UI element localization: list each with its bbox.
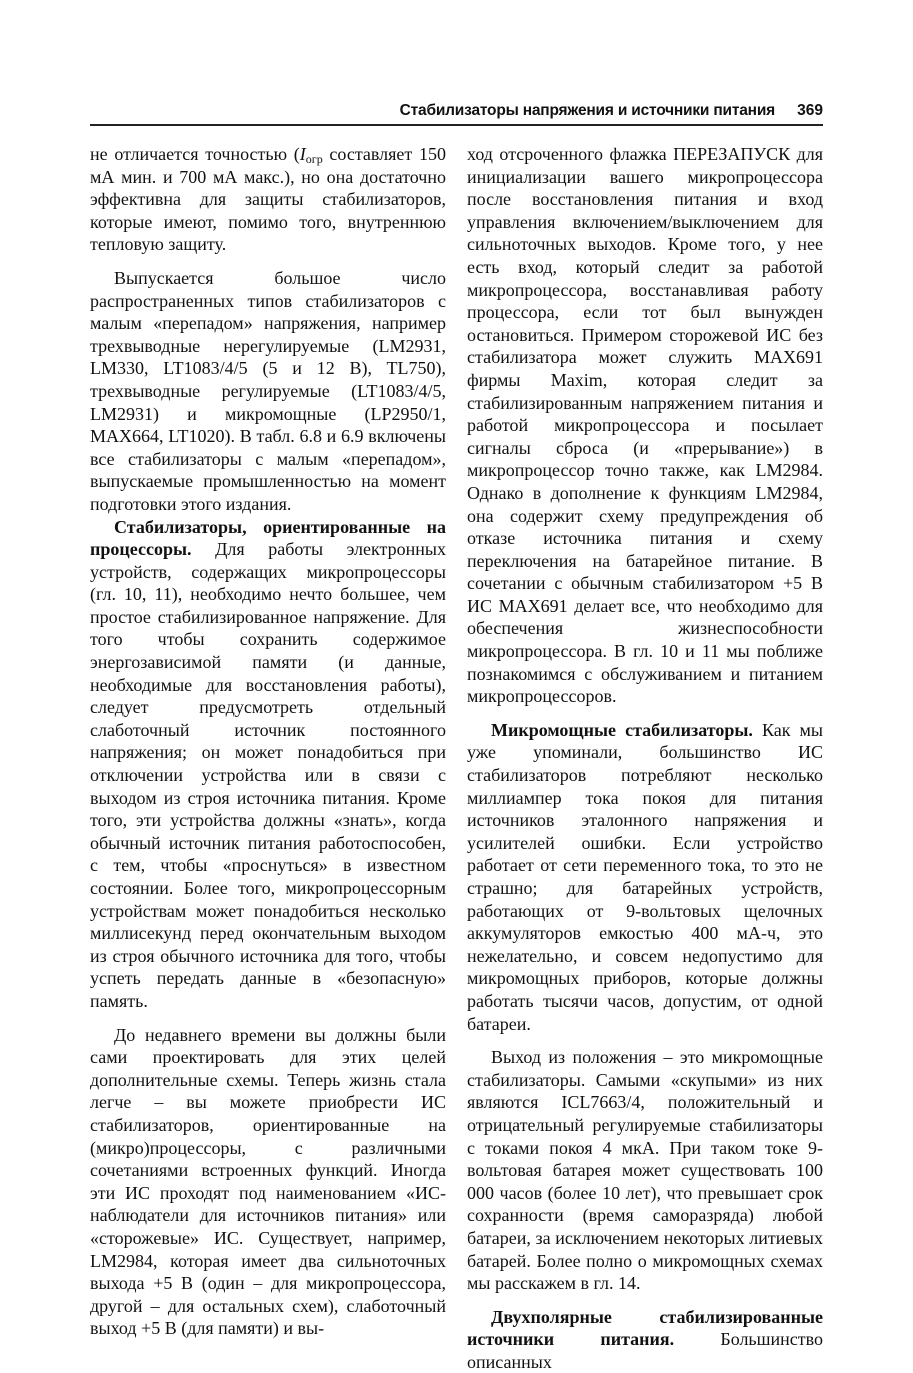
paragraph: ход отсроченного флажка ПЕРЕЗАПУСК для инициализации вашего микропроцессора после восстановления питания и вход управления включением/выключением для сильноточных выходов. Кроме того, у нее есть вход, который следит за работой микропроцессора, восстанавливая работу процессора, если тот был вынужден остановиться. Примером сторожевой ИС без стабилизатора может служить MAX691 фирмы Maxim, которая следит за стабилизированным напряжением питания и работой микропроцессора и посылает сигналы сброса (и «прерывание») в микропроцессор точно также, как LM2984. Однако в дополнение к функциям LM2984, она содержит схему предупреждения об отказе источника питания и схему переключения на батарейное питание. В сочетании с обычным стабилизатором +5 В ИС MAX691 делает все, что необходимо для обеспечения жизнеспособности микропроцессора. В гл. 10 и 11 мы поближе познакомимся с обслуживанием и питанием микропроцессоров. <box>467 144 823 707</box>
paragraph: Двухполярные стабилизированные источники питания. Большинство описанных <box>467 1306 823 1372</box>
page-number: 369 <box>797 102 823 119</box>
running-header <box>90 100 823 126</box>
current-limit-subscript: огр <box>305 152 323 166</box>
paragraph: Микромощные стабилизаторы. Как мы уже упоминали, большинство ИС стабилизаторов потребляют несколько миллиампер тока покоя для питания источников эталонного напряжения и усилителей ошибки. Если устройство работает от сети переменного тока, то это не страшно; для батарейных устройств, работающих от 9-вольтовых щелочных аккумуляторов емкостью 400 мА-ч, это нежелательно, и совсем недопустимо для микромощных приборов, которые должны работать тысячи часов, допустим, от одной батареи. <box>467 719 823 1034</box>
paragraph: Выпускается большое число распространенных типов стабилизаторов с малым «перепадом» напряжения, например трехвыводные нерегулируемые (LM2931, LM330, LT1083/4/5 (5 и 12 В), TL750), трехвыводные регулируемые (LT1083/4/5, LM2931) и микромощные (LP2950/1, MAX664, LT1020). В табл. 6.8 и 6.9 включены все стабилизаторы с малым «перепадом», выпускаемые промышленностью на момент подготовки этого издания. <box>90 267 446 514</box>
section-heading: Микромощные стабилизаторы. <box>491 719 753 740</box>
paragraph: Выход из положения – это микромощные стабилизаторы. Самыми «скупыми» из них являются ICL7663/4, положительный и отрицательный регулируемые стабилизаторы с токами покоя 4 мкА. При таком токе 9-вольтовая батарея может существовать 100 000 часов (более 10 лет), что превышает срок сохранности (время саморазряда) любой батареи, за исключением некоторых литиевых батарей. Более полно о микромощных схемах мы расскажем в гл. 14. <box>467 1047 823 1294</box>
section-heading: Двухполярные стабилизированные источники питания. <box>467 1306 823 1350</box>
paragraph: До недавнего времени вы должны были сами проектировать для этих целей дополнительные схемы. Теперь жизнь стала легче – вы можете приобрести ИС стабилизаторов, ориентированные на (микро)процессоры, с различными сочетаниями встроенных функций. Иногда эти ИС проходят под наименованием «ИС-наблюдатели для источников питания» или «сторожевые» ИС. Существует, например, LM2984, которая имеет два сильноточных выхода +5 В (один – для микропроцессора, другой – для остальных схем), слаботочный выход +5 В (для памяти) и вы- <box>90 1024 446 1339</box>
current-limit-symbol: I <box>299 144 306 164</box>
right-column <box>467 143 823 1373</box>
paragraph: Стабилизаторы, ориентированные на процессоры. Для работы электронных устройств, содержащих микропроцессоры (гл. 10, 11), необходимо нечто большее, чем простое стабилизированное напряжение. Для того чтобы сохранить содержимое энергозависимой памяти (и данные, необходимые для восстановления работы), следует предусмотреть отдельный слаботочный источник постоянного напряжения; он может понадобиться при отключении устройства или в связи с выходом из строя источника питания. Кроме того, эти устройства должны «знать», когда обычный источник питания работоспособен, с тем, чтобы «проснуться» в известном состоянии. Более того, микропроцессорным устройствам может понадобиться несколько миллисекунд перед окончательным выходом из строя обычного источника для того, чтобы успеть передать данные в «безопасную» память. <box>90 516 446 1011</box>
header-title: Стабилизаторы напряжения и источники питания <box>399 102 775 119</box>
left-column <box>90 143 446 1340</box>
paragraph: не отличается точностью ($I_{огр}$ составляет 150 мА мин. и 700 мА макс.), но она достаточно эффективна для защиты стабилизаторов, которые имеют, помимо того, внутреннюю тепловую защиту. <box>90 144 446 255</box>
section-heading: Стабилизаторы, ориентированные на процессоры. <box>90 516 446 560</box>
